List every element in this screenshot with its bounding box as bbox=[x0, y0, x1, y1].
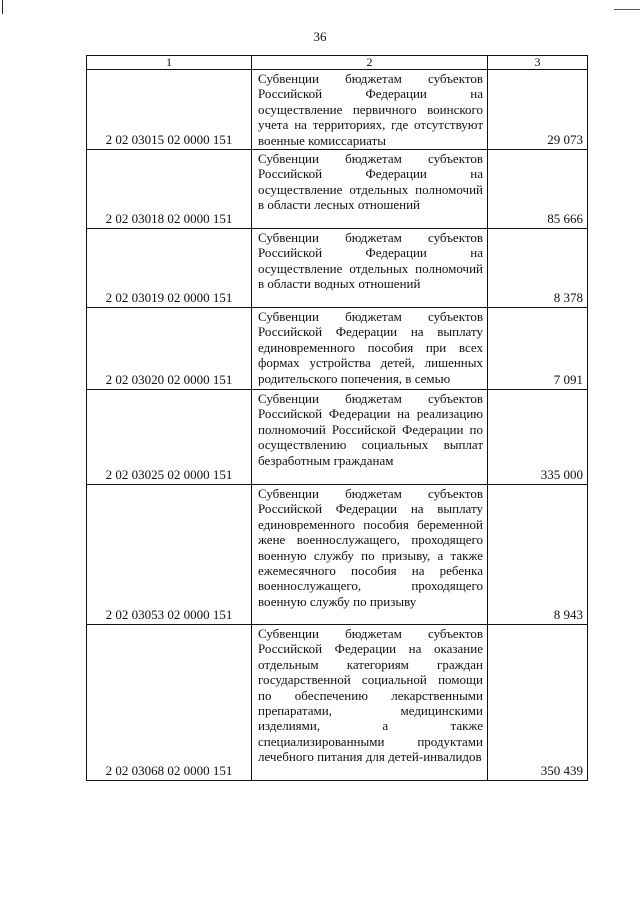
table-row bbox=[87, 308, 588, 390]
page-number: 36 bbox=[313, 29, 327, 44]
income-description: Субвенции бюджетам субъектов Российской Федерации на осуществление первичного воинского учета на территориях, где отсутствуют военные комиссариаты bbox=[252, 70, 488, 150]
table-header-row bbox=[87, 56, 588, 70]
scan-corner-mark bbox=[614, 9, 640, 10]
amount-value: 8 943 bbox=[488, 485, 588, 625]
amount-value: 85 666 bbox=[488, 150, 588, 229]
amount-value: 8 378 bbox=[488, 229, 588, 308]
column-header-code: 1 bbox=[87, 56, 252, 70]
budget-code: 2 02 03019 02 0000 151 bbox=[87, 229, 252, 308]
column-header-amount: 3 bbox=[488, 56, 588, 70]
scan-edge-mark bbox=[2, 0, 3, 14]
income-description: Субвенции бюджетам субъектов Российской Федерации на выплату единовременного пособия беременной жене военнослужащего, проходящего военную службу по призыву, а также ежемесячного пособия на ребенка военнослужащего, проходящего военную службу по призыву bbox=[252, 485, 488, 625]
budget-code: 2 02 03018 02 0000 151 bbox=[87, 150, 252, 229]
income-description: Субвенции бюджетам субъектов Российской Федерации на осуществление отдельных полномочий в области водных отношений bbox=[252, 229, 488, 308]
column-header-description: 2 bbox=[252, 56, 488, 70]
amount-value: 350 439 bbox=[488, 625, 588, 781]
amount-value: 29 073 bbox=[488, 70, 588, 150]
income-description: Субвенции бюджетам субъектов Российской Федерации на оказание отдельным категориям граждан государственной социальной помощи по обеспечению лекарственными препаратами, медицинскими изделиями, а также специализированными продуктами лечебного питания для детей-инвалидов bbox=[252, 625, 488, 781]
budget-code: 2 02 03020 02 0000 151 bbox=[87, 308, 252, 390]
income-description: Субвенции бюджетам субъектов Российской Федерации на выплату единовременного пособия при всех формах устройства детей, лишенных родительского попечения, в семью bbox=[252, 308, 488, 390]
table-row bbox=[87, 485, 588, 625]
income-description: Субвенции бюджетам субъектов Российской Федерации на реализацию полномочий Российской Федерации по осуществлению социальных выплат безработным гражданам bbox=[252, 390, 488, 485]
table-row bbox=[87, 229, 588, 308]
budget-code: 2 02 03015 02 0000 151 bbox=[87, 70, 252, 150]
amount-value: 7 091 bbox=[488, 308, 588, 390]
budget-code: 2 02 03068 02 0000 151 bbox=[87, 625, 252, 781]
table-row bbox=[87, 150, 588, 229]
amount-value: 335 000 bbox=[488, 390, 588, 485]
subventions-table bbox=[86, 55, 588, 781]
budget-code: 2 02 03053 02 0000 151 bbox=[87, 485, 252, 625]
table-row bbox=[87, 625, 588, 781]
table-row bbox=[87, 70, 588, 150]
income-description: Субвенции бюджетам субъектов Российской Федерации на осуществление отдельных полномочий в области лесных отношений bbox=[252, 150, 488, 229]
budget-code: 2 02 03025 02 0000 151 bbox=[87, 390, 252, 485]
table-row bbox=[87, 390, 588, 485]
